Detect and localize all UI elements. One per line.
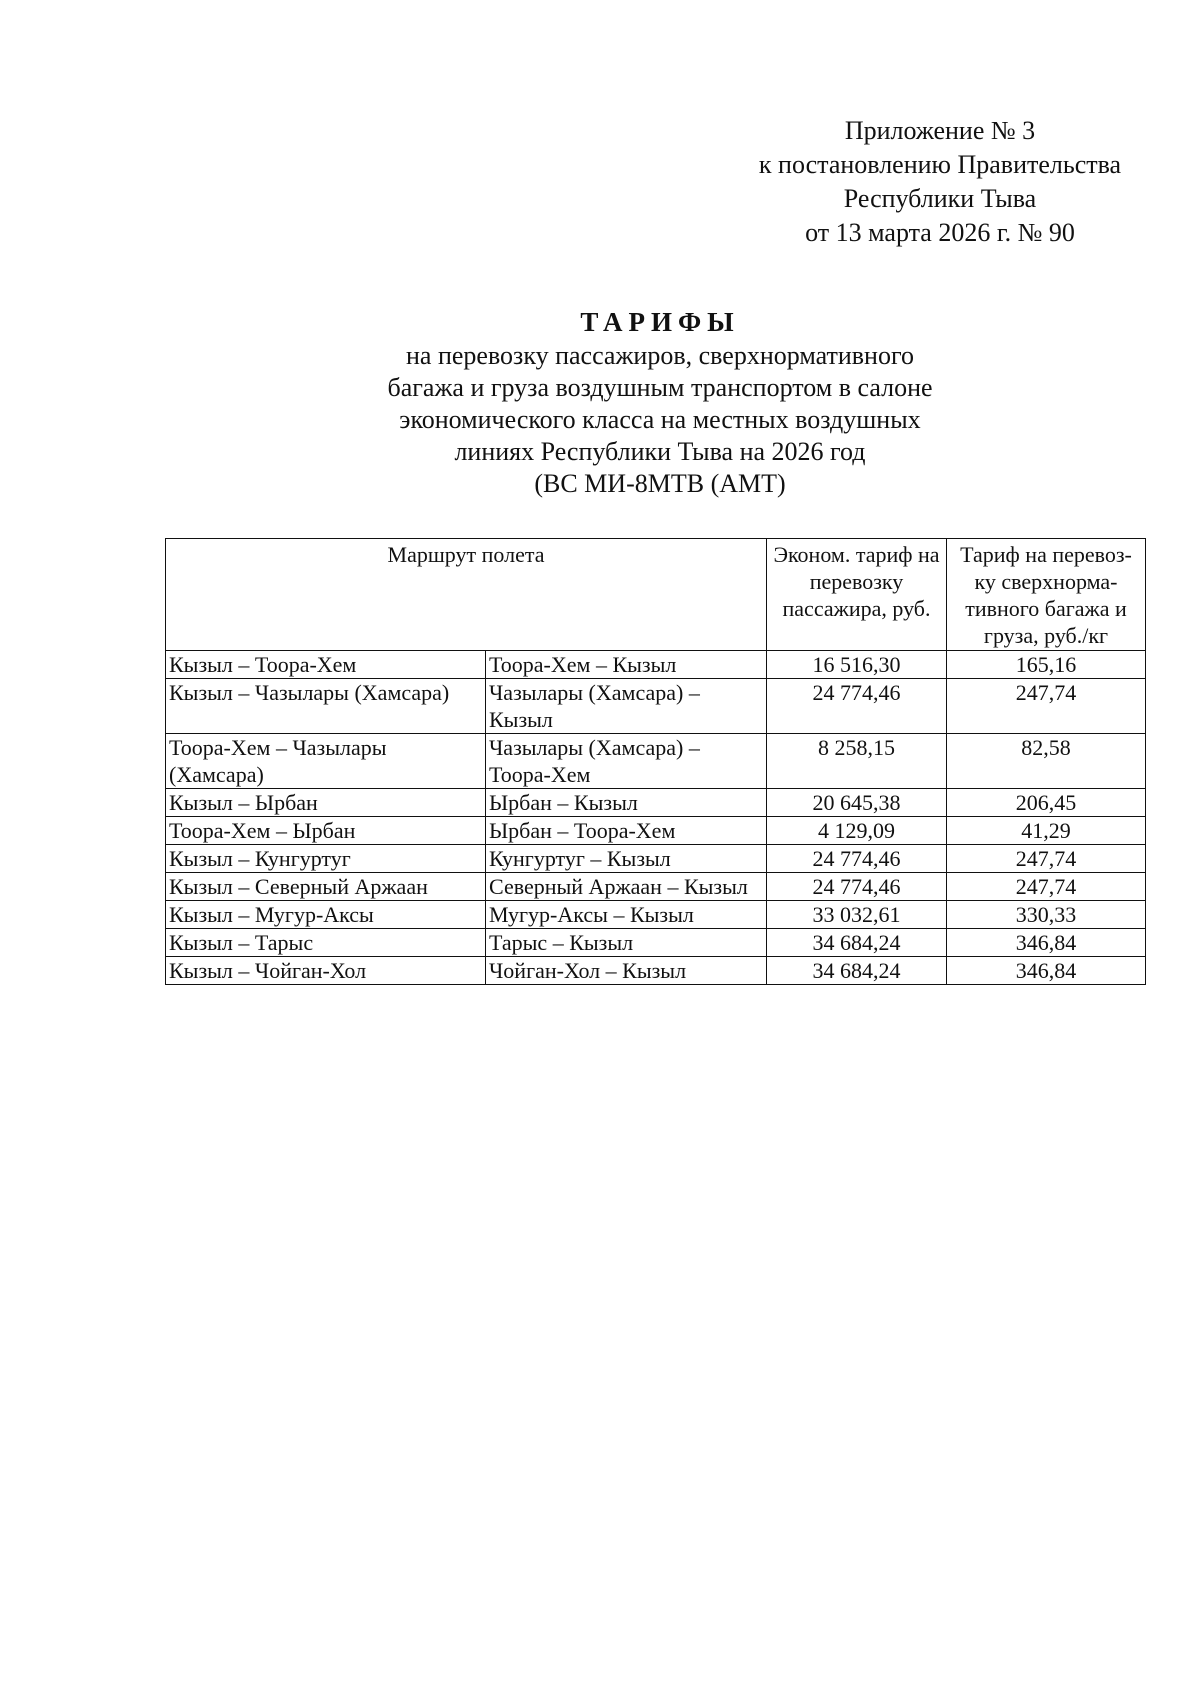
- baggage-fare: 82,58: [947, 734, 1146, 789]
- table-row: [166, 873, 1146, 901]
- title-line-1: на перевозку пассажиров, сверхнормативного: [406, 341, 914, 370]
- route-return: Чазылары (Хамсара) – Тоора-Хем: [486, 734, 767, 789]
- route-return: Чойган-Хол – Кызыл: [486, 957, 767, 985]
- passenger-fare: 33 032,61: [767, 901, 947, 929]
- route-return: Чазылары (Хамсара) – Кызыл: [486, 679, 767, 734]
- route-outbound: Тоора-Хем – Ырбан: [166, 817, 486, 845]
- table-row: [166, 845, 1146, 873]
- title-line-3: экономического класса на местных воздушных: [399, 405, 921, 434]
- header-route: Маршрут полета: [166, 539, 767, 651]
- baggage-fare: 41,29: [947, 817, 1146, 845]
- route-outbound: Кызыл – Ырбан: [166, 789, 486, 817]
- table-row: [166, 957, 1146, 985]
- route-outbound: Кызыл – Чазылары (Хамсара): [166, 679, 486, 734]
- route-outbound: Кызыл – Северный Аржаан: [166, 873, 486, 901]
- table-row: [166, 679, 1146, 734]
- tariffs-table: [165, 538, 1146, 985]
- title-line-2: багажа и груза воздушным транспортом в салоне: [387, 373, 933, 402]
- route-outbound: Тоора-Хем – Чазылары (Хамсара): [166, 734, 486, 789]
- passenger-fare: 16 516,30: [767, 651, 947, 679]
- appendix-date: от 13 марта 2026 г. № 90: [805, 218, 1075, 247]
- document-title: [300, 306, 1020, 500]
- passenger-fare: 24 774,46: [767, 679, 947, 734]
- title-heading: ТАРИФЫ: [580, 307, 740, 337]
- route-outbound: Кызыл – Чойган-Хол: [166, 957, 486, 985]
- route-outbound: Кызыл – Тарыс: [166, 929, 486, 957]
- table-row: [166, 651, 1146, 679]
- baggage-fare: 346,84: [947, 957, 1146, 985]
- route-outbound: Кызыл – Мугур-Аксы: [166, 901, 486, 929]
- route-return: Тарыс – Кызыл: [486, 929, 767, 957]
- table-row: [166, 734, 1146, 789]
- passenger-fare: 20 645,38: [767, 789, 947, 817]
- route-return: Мугур-Аксы – Кызыл: [486, 901, 767, 929]
- passenger-fare: 24 774,46: [767, 873, 947, 901]
- baggage-fare: 165,16: [947, 651, 1146, 679]
- appendix-reference: [700, 114, 1180, 250]
- table-header-row: [166, 539, 1146, 651]
- passenger-fare: 34 684,24: [767, 929, 947, 957]
- appendix-resolution-ref: к постановлению Правительства: [758, 150, 1122, 179]
- baggage-fare: 247,74: [947, 873, 1146, 901]
- header-baggage-fare: Тариф на перевоз-ку сверхнорма-тивного багажа и груза, руб./кг: [947, 539, 1146, 651]
- route-return: Кунгуртуг – Кызыл: [486, 845, 767, 873]
- table-row: [166, 901, 1146, 929]
- header-passenger-fare: Эконом. тариф на перевозку пассажира, руб.: [767, 539, 947, 651]
- route-return: Северный Аржаан – Кызыл: [486, 873, 767, 901]
- baggage-fare: 247,74: [947, 845, 1146, 873]
- route-return: Ырбан – Тоора-Хем: [486, 817, 767, 845]
- passenger-fare: 4 129,09: [767, 817, 947, 845]
- table-row: [166, 789, 1146, 817]
- table-row: [166, 929, 1146, 957]
- route-outbound: Кызыл – Кунгуртуг: [166, 845, 486, 873]
- baggage-fare: 330,33: [947, 901, 1146, 929]
- route-outbound: Кызыл – Тоора-Хем: [166, 651, 486, 679]
- appendix-number: Приложение № 3: [844, 116, 1036, 145]
- passenger-fare: 8 258,15: [767, 734, 947, 789]
- passenger-fare: 24 774,46: [767, 845, 947, 873]
- baggage-fare: 247,74: [947, 679, 1146, 734]
- route-return: Ырбан – Кызыл: [486, 789, 767, 817]
- title-line-5: (ВС МИ-8МТВ (АМТ): [534, 469, 786, 498]
- table-row: [166, 817, 1146, 845]
- passenger-fare: 34 684,24: [767, 957, 947, 985]
- baggage-fare: 206,45: [947, 789, 1146, 817]
- title-line-4: линиях Республики Тыва на 2026 год: [454, 437, 866, 466]
- appendix-government: Республики Тыва: [843, 184, 1037, 213]
- route-return: Тоора-Хем – Кызыл: [486, 651, 767, 679]
- baggage-fare: 346,84: [947, 929, 1146, 957]
